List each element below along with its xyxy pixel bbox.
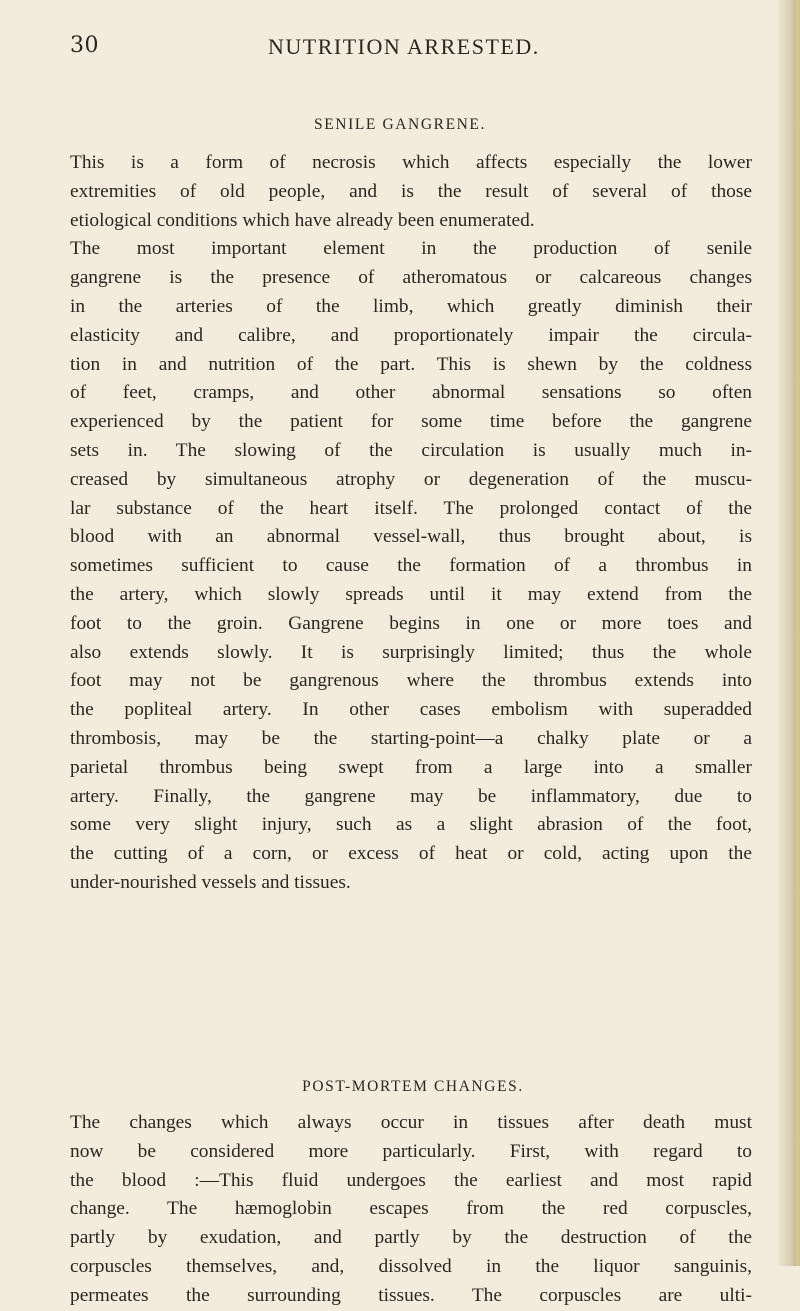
text-line: lar substance of the heart itself. The prolonged contact of the (70, 497, 752, 519)
text-line: tion in and nutrition of the part. This is shewn by the coldness (70, 353, 752, 375)
text-line: under-nourished vessels and tissues. (70, 871, 351, 893)
text-line: gangrene is the presence of atheromatous or calcareous changes (70, 267, 752, 289)
text-line: The most important element in the production of senile (70, 238, 752, 260)
text-line: parietal thrombus being swept from a large into a smaller (70, 756, 752, 778)
text-line: blood with an abnormal vessel-wall, thus brought about, is (70, 526, 752, 548)
text-line: extremities of old people, and is the result of several of those (70, 180, 752, 202)
text-line: the popliteal artery. In other cases embolism with superadded (70, 699, 752, 721)
text-line: also extends slowly. It is surprisingly limited; thus the whole (70, 641, 752, 663)
text-line: the artery, which slowly spreads until it may extend from the (70, 583, 752, 605)
text-line: now be considered more particularly. First, with regard to (70, 1140, 752, 1162)
text-line: experienced by the patient for some time before the gangrene (70, 411, 752, 433)
text-line: of feet, cramps, and other abnormal sensations so often (70, 382, 752, 404)
text-line: sets in. The slowing of the circulation is usually much in- (70, 439, 752, 461)
senile-gangrene-paragraph (70, 149, 752, 898)
section-heading-post-mortem-changes: POST-MORTEM CHANGES. (302, 1078, 524, 1095)
text-line: creased by simultaneous atrophy or degeneration of the muscu- (70, 468, 752, 490)
text-line: corpuscles themselves, and, dissolved in the liquor sanguinis, (70, 1255, 752, 1277)
text-line: This is a form of necrosis which affects especially the lower (70, 152, 752, 173)
text-line: foot to the groin. Gangrene begins in one or more toes and (70, 612, 752, 634)
running-title: NUTRITION ARRESTED. (268, 34, 540, 59)
section-heading-senile-gangrene: SENILE GANGRENE. (314, 116, 486, 133)
page-edge (778, 0, 800, 1266)
text-line: foot may not be gangrenous where the thrombus extends into (70, 670, 752, 692)
text-line: artery. Finally, the gangrene may be inflammatory, due to (70, 785, 752, 807)
text-line: the blood :—This fluid undergoes the earliest and most rapid (70, 1169, 752, 1191)
text-line: the cutting of a corn, or excess of heat or cold, acting upon the (70, 843, 752, 865)
text-line: etiological conditions which have already been enumerated. (70, 209, 535, 231)
text-line: sometimes sufficient to cause the formation of a thrombus in (70, 555, 752, 577)
text-line: thrombosis, may be the starting-point—a chalky plate or a (70, 727, 752, 749)
text-line: partly by exudation, and partly by the destruction of the (70, 1227, 752, 1249)
text-line: elasticity and calibre, and proportionately impair the circula- (70, 324, 752, 346)
text-line: permeates the surrounding tissues. The corpuscles are ulti- (70, 1284, 752, 1306)
text-line: some very slight injury, such as a slight abrasion of the foot, (70, 814, 752, 836)
text-line: in the arteries of the limb, which greatly diminish their (70, 295, 752, 317)
post-mortem-paragraph (70, 1109, 752, 1311)
running-head (0, 33, 800, 63)
text-line: The changes which always occur in tissues after death must (70, 1112, 752, 1133)
page-number: 30 (70, 33, 99, 58)
text-line: change. The hæmoglobin escapes from the red corpuscles, (70, 1198, 752, 1220)
